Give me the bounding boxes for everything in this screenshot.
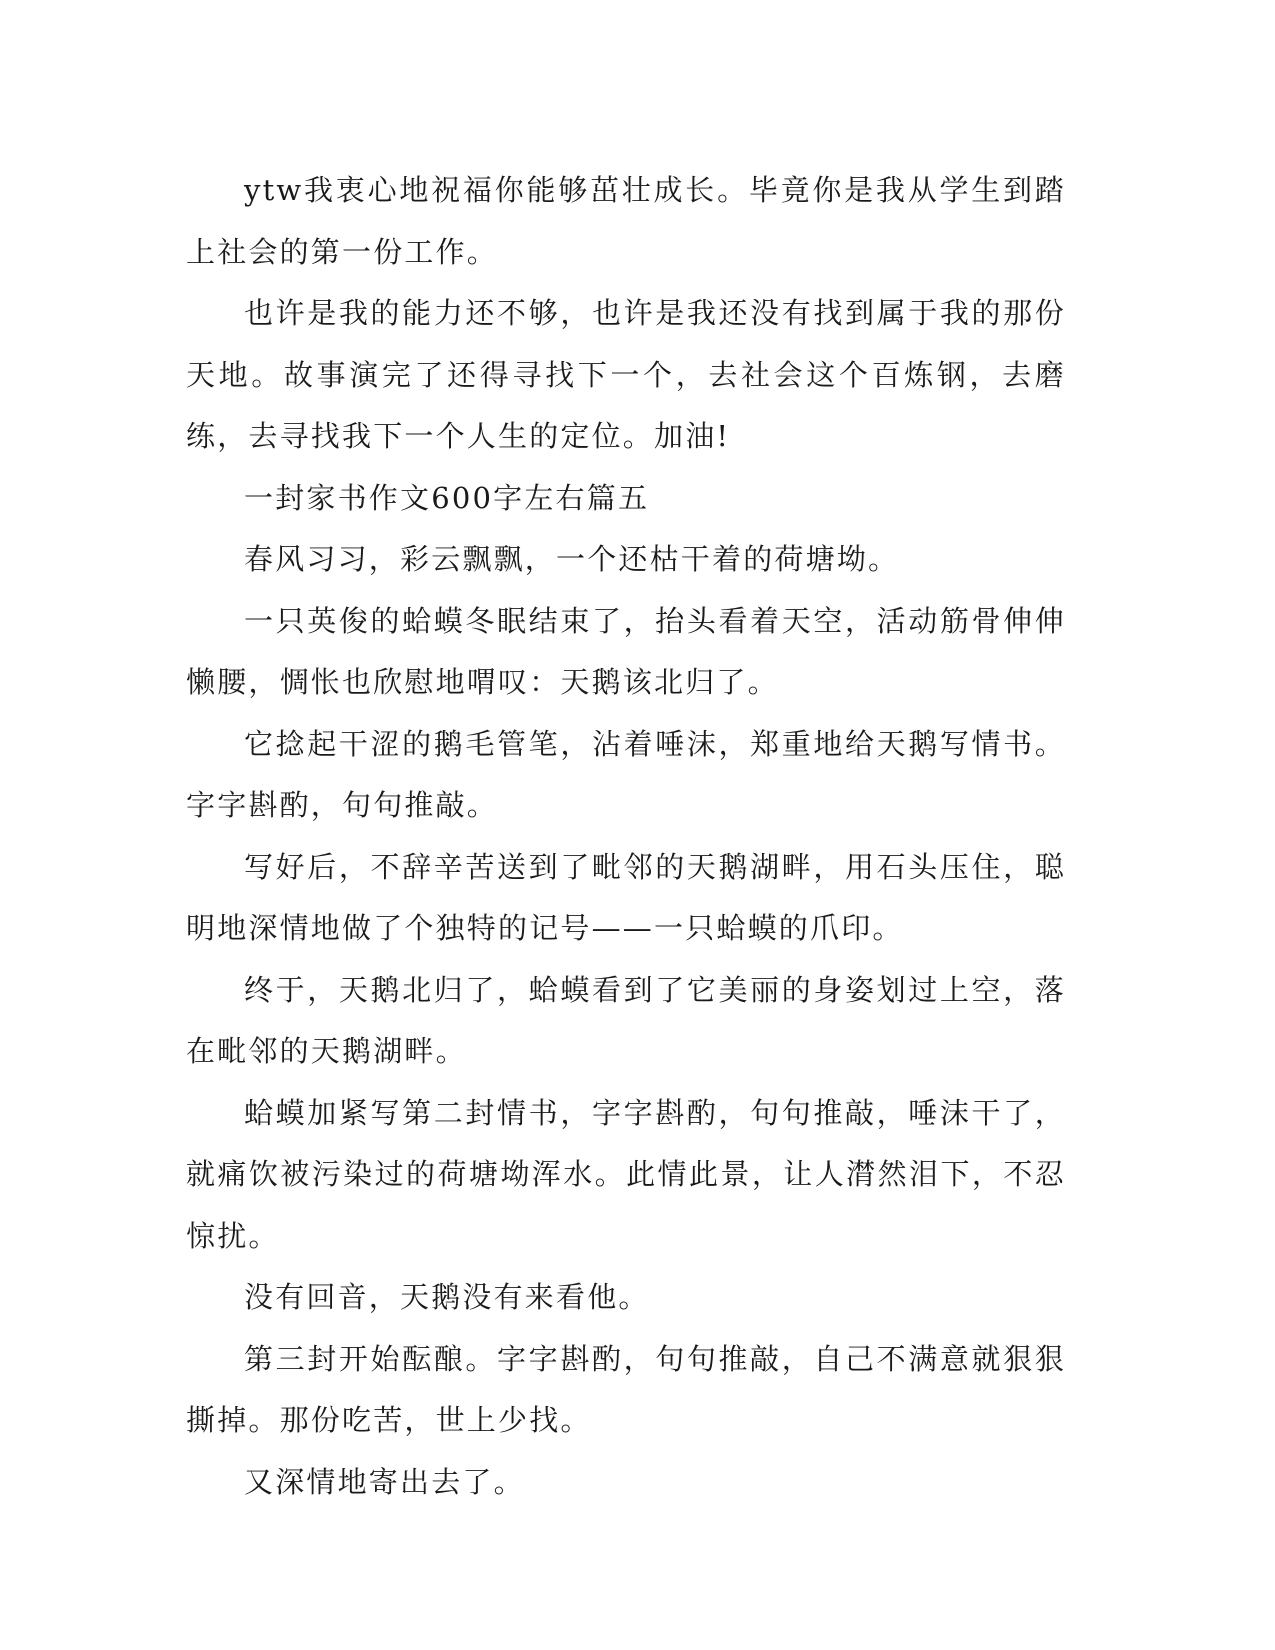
paragraph-3: 春风习习，彩云飘飘，一个还枯干着的荷塘坳。 (244, 542, 900, 576)
paragraph-5: 它捻起干涩的鹅毛管笔，沾着唾沫，郑重地给天鹅写情书。字字斟酌，句句推敲。 (186, 726, 1066, 822)
paragraph-7: 终于，天鹅北归了，蛤蟆看到了它美丽的身姿划过上空，落在毗邻的天鹅湖畔。 (186, 972, 1066, 1068)
paragraph-8: 蛤蟆加紧写第二封情书，字字斟酌，句句推敲，唾沫干了，就痛饮被污染过的荷塘坳浑水。此情此景，让人潸然泪下，不忍惊扰。 (186, 1095, 1066, 1253)
paragraph-9: 没有回音，天鹅没有来看他。 (244, 1280, 650, 1314)
paragraph-4: 一只英俊的蛤蟆冬眠结束了，抬头看着天空，活动筋骨伸伸懒腰，惆怅也欣慰地喟叹：天鹅该北归了。 (186, 603, 1066, 699)
paragraph-11: 又深情地寄出去了。 (244, 1464, 525, 1499)
paragraph-10: 第三封开始酝酿。字字斟酌，句句推敲，自己不满意就狠狠撕掉。那份吃苦，世上少找。 (186, 1341, 1066, 1437)
paragraph-1: ytw我衷心地祝福你能够茁壮成长。毕竟你是我从学生到踏上社会的第一份工作。 (186, 173, 1066, 269)
paragraph-2: 也许是我的能力还不够，也许是我还没有找到属于我的那份天地。故事演完了还得寻找下一个，去社会这个百炼钢，去磨练，去寻找我下一个人生的定位。加油! (186, 296, 1066, 453)
document-page (186, 160, 1066, 1513)
section-heading: 一封家书作文600字左右篇五 (244, 480, 650, 515)
paragraph-6: 写好后，不辞辛苦送到了毗邻的天鹅湖畔，用石头压住，聪明地深情地做了个独特的记号——一只蛤蟆的爪印。 (186, 849, 1066, 945)
